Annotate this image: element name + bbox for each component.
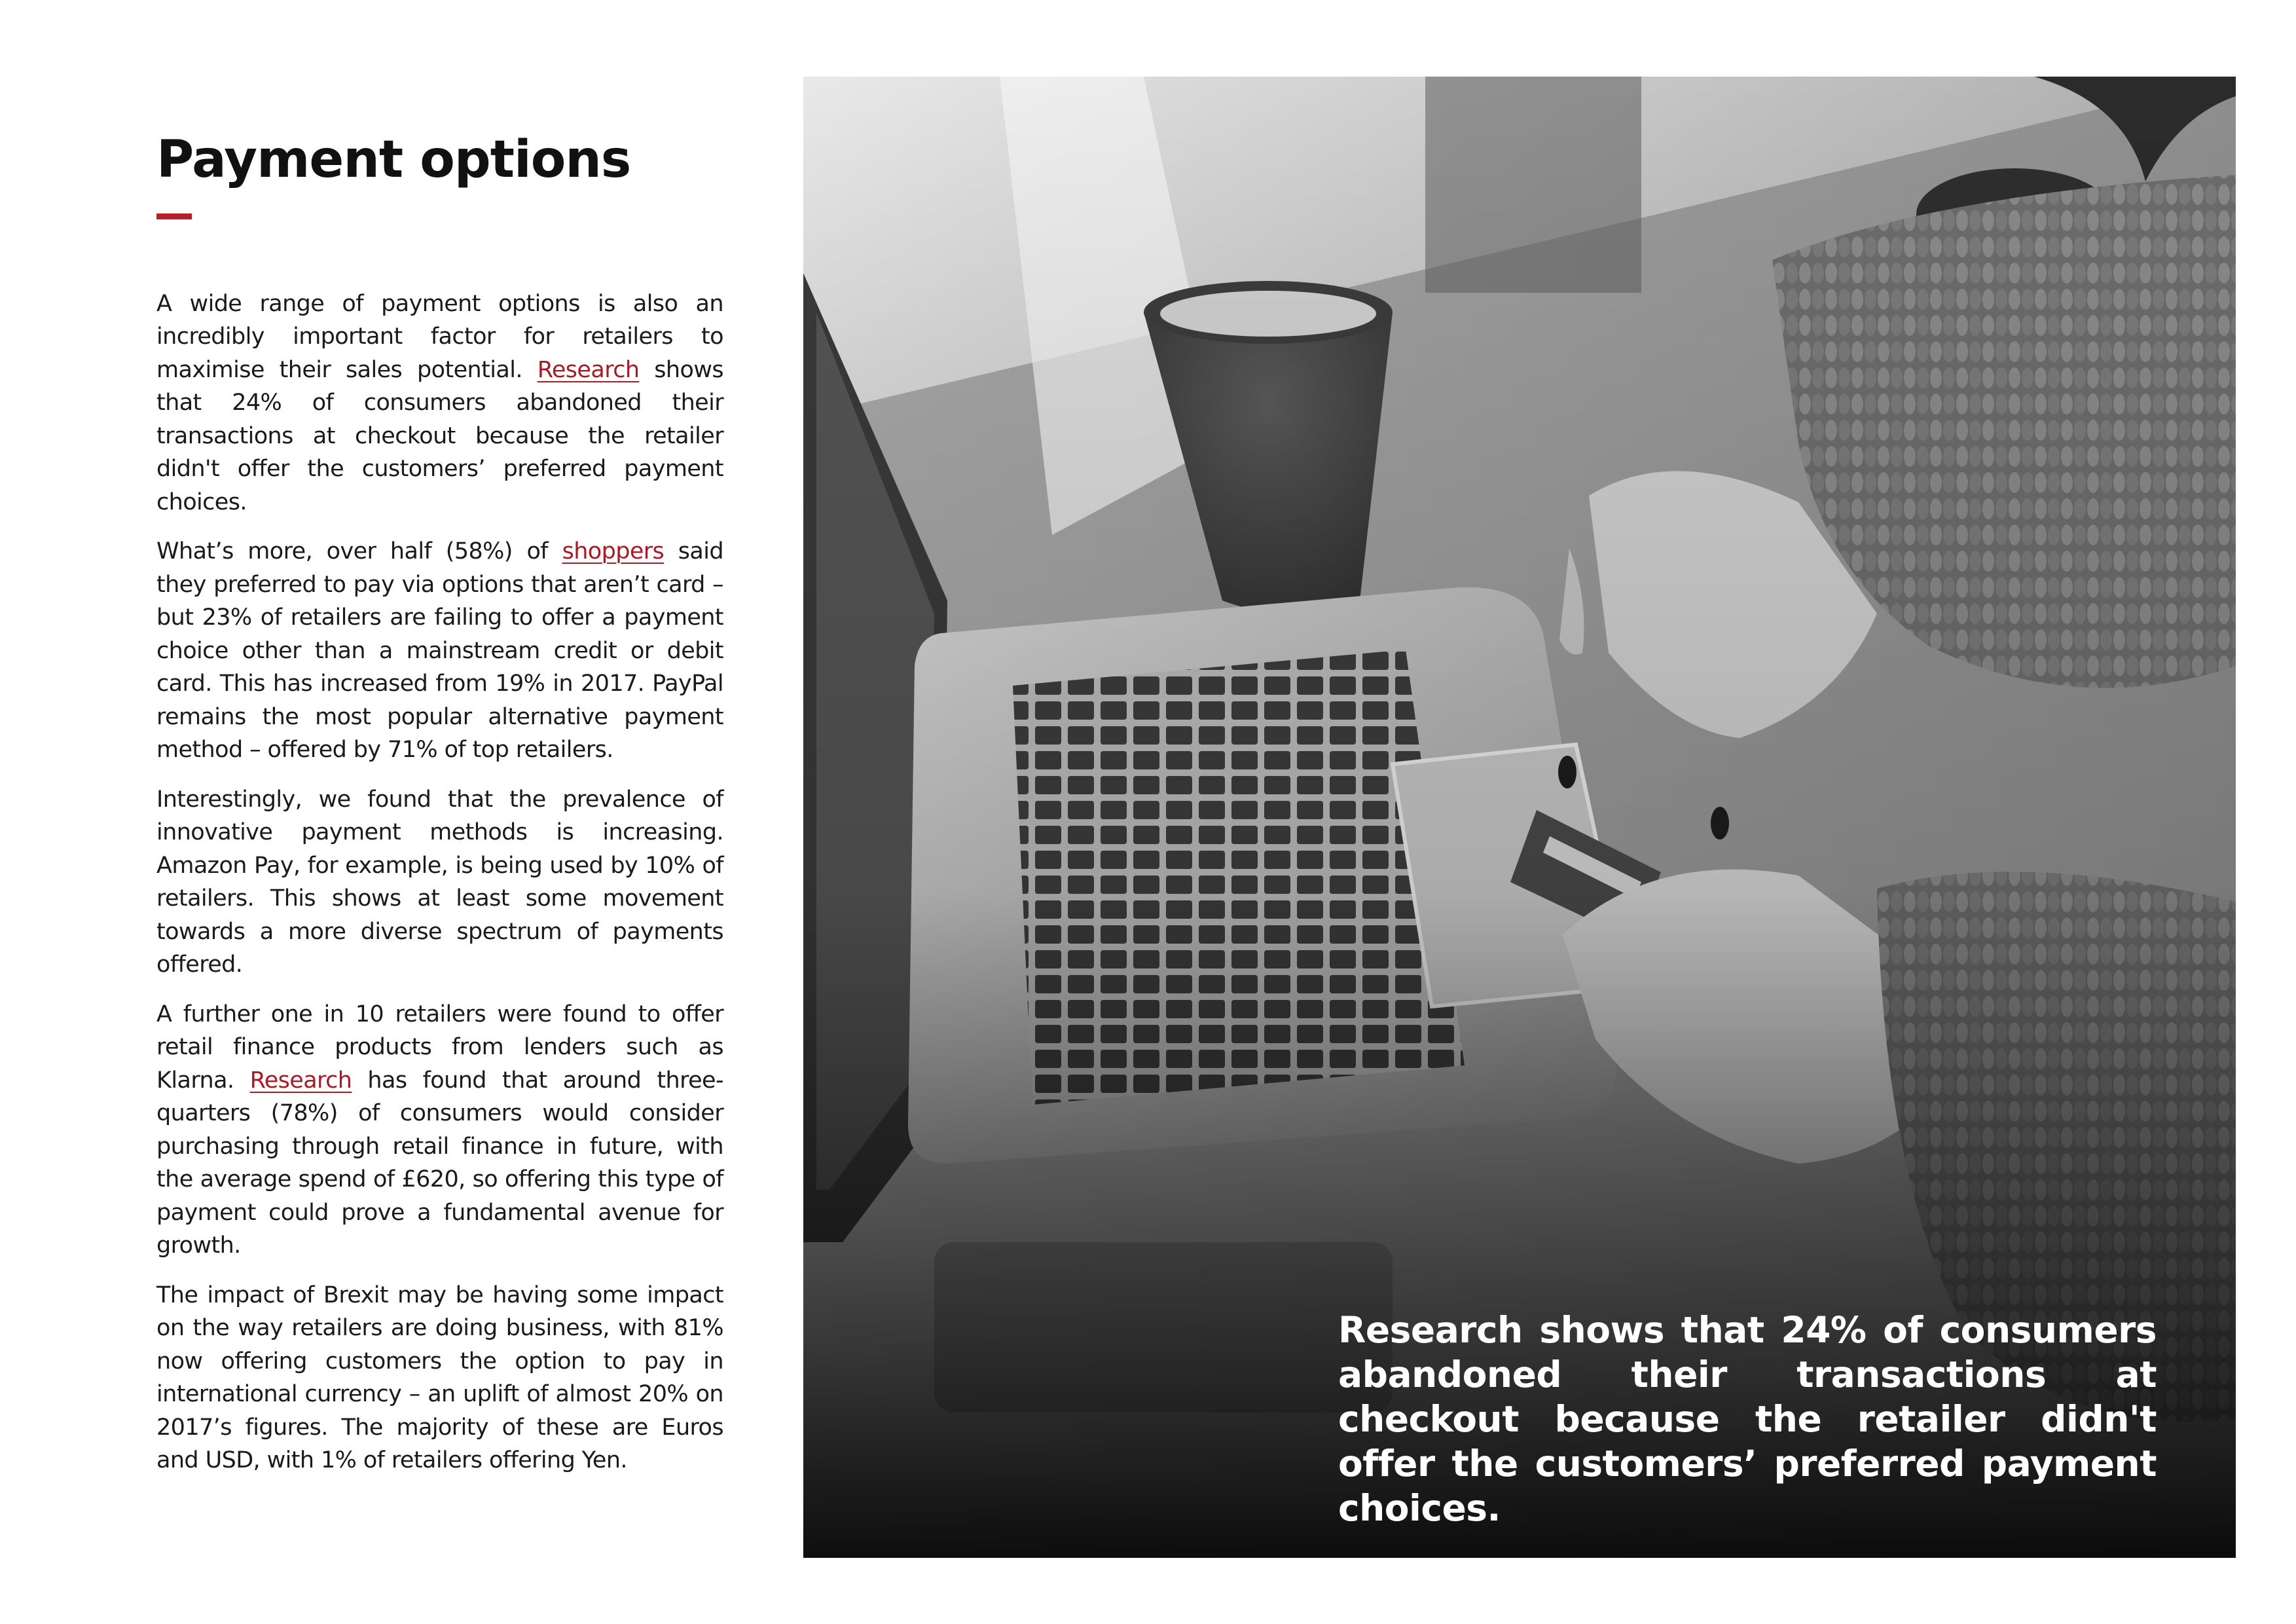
shoppers-link[interactable]: shoppers [562, 538, 665, 565]
page-title: Payment options [156, 130, 631, 189]
laptop-payment-photo [803, 77, 2236, 1558]
paragraph-2 [156, 535, 723, 767]
paragraph-1-text-b: shows that 24% of consumers abandoned their transactions at checkout because the retailer didn't offer the customers’ preferred payment choices. [156, 356, 723, 515]
paragraph-1-text-a: A wide range of payment options is also an incredibly important factor for retailers to maximise their sales potential. [156, 290, 723, 383]
paragraph-4 [156, 998, 723, 1263]
title-accent-rule [156, 213, 192, 219]
paragraph-4-text-b: has found that around three-quarters (78%) of consumers would consider purchasing through retail finance in future, with the average spend of £620, so offering this type of payment could prove a fundamental avenue for growth. [156, 1067, 723, 1259]
paragraph-2-text-b: said they preferred to pay via options that aren’t card – but 23% of retailers are failing to offer a payment choice other than a mainstream credit or debit card. This has increased from 19% in 2017. PayPal remains the most popular alternative payment method – offered by 71% of top retailers. [156, 538, 723, 764]
research-link-1[interactable]: Research [537, 356, 640, 383]
paragraph-3: Interestingly, we found that the prevalence of innovative payment methods is increasing. Amazon Pay, for example, is being used by 10% of retailers. This shows at least some movement towards a more diverse spectrum of payments offered. [156, 786, 723, 978]
paragraph-4-text-a: A further one in 10 retailers were found to offer retail finance products from lenders such as Klarna. [156, 1001, 723, 1094]
paragraph-5: The impact of Brexit may be having some impact on the way retailers are doing business, with 81% now offering customers the option to pay in international currency – an uplift of almost 20% on 2017’s figures. The majority of these are Euros and USD, with 1% of retailers offering Yen. [156, 1282, 723, 1474]
research-link-2[interactable]: Research [249, 1067, 352, 1094]
paragraph-1 [156, 287, 723, 519]
pull-quote: Research shows that 24% of consumers abandoned their transactions at checkout because the retailer didn't offer the customers’ preferred payment choices. [1338, 1309, 2157, 1529]
text-column [156, 131, 723, 1494]
paragraph-2-text-a: What’s more, over half (58%) of [156, 538, 562, 565]
